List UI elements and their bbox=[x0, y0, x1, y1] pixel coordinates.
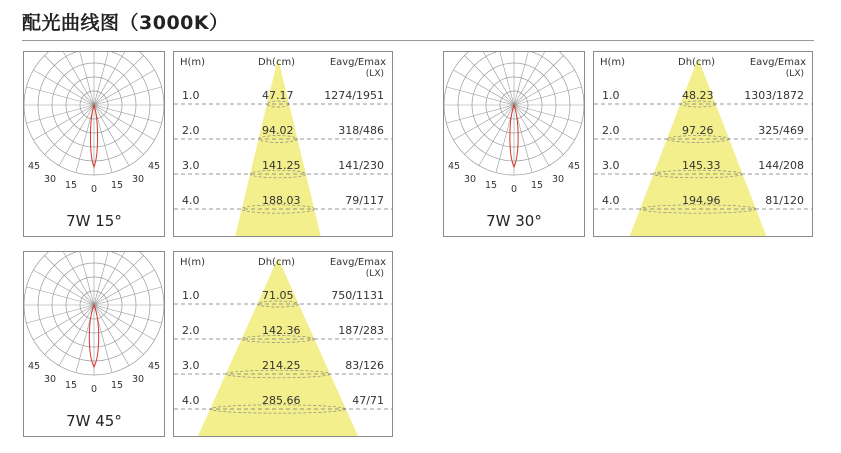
polar-tick-label: 15 bbox=[530, 180, 544, 191]
polar-tick-label: 45 bbox=[27, 361, 41, 372]
polar-tick-label: 45 bbox=[27, 161, 41, 172]
polar-spoke bbox=[94, 287, 162, 305]
row-illuminance: 81/120 bbox=[765, 194, 804, 207]
polar-tick-label: 30 bbox=[131, 374, 145, 385]
polar-spoke bbox=[94, 105, 155, 140]
row-illuminance: 1303/1872 bbox=[744, 89, 804, 102]
beam-table-45 bbox=[173, 251, 393, 437]
polar-spoke bbox=[26, 87, 94, 105]
row-diameter: 97.26 bbox=[682, 124, 714, 137]
polar-spoke bbox=[45, 105, 94, 154]
polar-tick-label: 15 bbox=[110, 380, 124, 391]
polar-tick-label: 30 bbox=[131, 174, 145, 185]
row-illuminance: 144/208 bbox=[758, 159, 804, 172]
row-illuminance: 187/283 bbox=[338, 324, 384, 337]
polar-spoke bbox=[26, 305, 94, 323]
row-illuminance: 141/230 bbox=[338, 159, 384, 172]
polar-spoke bbox=[45, 305, 94, 354]
polar-spoke bbox=[514, 87, 582, 105]
polar-spoke bbox=[94, 105, 112, 173]
row-height: 3.0 bbox=[182, 359, 200, 372]
row-diameter: 48.23 bbox=[682, 89, 714, 102]
header-unit: (LX) bbox=[365, 69, 384, 79]
polar-spoke bbox=[94, 305, 143, 354]
header-height: H(m) bbox=[600, 57, 626, 68]
row-height: 2.0 bbox=[602, 124, 620, 137]
row-height: 2.0 bbox=[182, 324, 200, 337]
page-title: 配光曲线图（3000K） bbox=[22, 12, 229, 34]
polar-spoke bbox=[45, 56, 94, 105]
polar-diagram-45 bbox=[23, 251, 165, 437]
polar-diagram-30 bbox=[443, 51, 585, 237]
polar-spoke bbox=[94, 87, 162, 105]
row-height: 3.0 bbox=[182, 159, 200, 172]
row-illuminance: 79/117 bbox=[345, 194, 384, 207]
header-diameter: Dh(cm) bbox=[258, 57, 296, 68]
header-unit: (LX) bbox=[785, 69, 804, 79]
polar-spoke bbox=[446, 87, 514, 105]
polar-spoke bbox=[94, 105, 129, 166]
header-height: H(m) bbox=[180, 57, 206, 68]
polar-spoke bbox=[94, 105, 143, 154]
panel-label-15: 7W 15° bbox=[66, 212, 122, 230]
polar-tick-label: 45 bbox=[447, 161, 461, 172]
header-illuminance: Eavg/Emax bbox=[329, 57, 386, 68]
polar-diagram-15 bbox=[23, 51, 165, 237]
polar-spoke bbox=[514, 56, 563, 105]
polar-tick-label: 30 bbox=[43, 174, 57, 185]
polar-tick-label: 0 bbox=[510, 184, 518, 195]
polar-spoke bbox=[59, 305, 94, 366]
header-illuminance: Eavg/Emax bbox=[329, 257, 386, 268]
polar-tick-label: 45 bbox=[567, 161, 581, 172]
polar-tick-label: 30 bbox=[551, 174, 565, 185]
polar-spoke bbox=[26, 105, 94, 123]
row-height: 1.0 bbox=[182, 289, 200, 302]
polar-spoke bbox=[45, 256, 94, 305]
polar-spoke bbox=[76, 105, 94, 173]
polar-tick-label: 45 bbox=[147, 361, 161, 372]
polar-spoke bbox=[514, 105, 582, 123]
row-illuminance: 47/71 bbox=[352, 394, 384, 407]
polar-tick-label: 30 bbox=[463, 174, 477, 185]
polar-spoke bbox=[465, 105, 514, 154]
header-unit: (LX) bbox=[365, 269, 384, 279]
row-illuminance: 325/469 bbox=[758, 124, 804, 137]
polar-spoke bbox=[33, 270, 94, 305]
row-diameter: 47.17 bbox=[262, 89, 294, 102]
row-height: 4.0 bbox=[602, 194, 620, 207]
row-diameter: 142.36 bbox=[262, 324, 301, 337]
polar-spoke bbox=[453, 105, 514, 140]
row-diameter: 145.33 bbox=[682, 159, 721, 172]
header-illuminance: Eavg/Emax bbox=[749, 57, 806, 68]
row-height: 2.0 bbox=[182, 124, 200, 137]
polar-spoke bbox=[33, 70, 94, 105]
polar-spoke bbox=[59, 105, 94, 166]
polar-spoke bbox=[94, 70, 155, 105]
polar-spoke bbox=[94, 305, 162, 323]
polar-spoke bbox=[33, 105, 94, 140]
row-height: 1.0 bbox=[182, 89, 200, 102]
header-height: H(m) bbox=[180, 257, 206, 268]
row-height: 1.0 bbox=[602, 89, 620, 102]
row-illuminance: 750/1131 bbox=[331, 289, 384, 302]
row-diameter: 71.05 bbox=[262, 289, 294, 302]
polar-spoke bbox=[514, 70, 575, 105]
beam-table-30 bbox=[593, 51, 813, 237]
row-illuminance: 1274/1951 bbox=[324, 89, 384, 102]
polar-spoke bbox=[33, 305, 94, 340]
polar-spoke bbox=[94, 305, 155, 340]
polar-spoke bbox=[453, 70, 514, 105]
polar-spoke bbox=[94, 105, 162, 123]
row-height: 4.0 bbox=[182, 394, 200, 407]
panel-label-30: 7W 30° bbox=[486, 212, 542, 230]
polar-spoke bbox=[94, 305, 129, 366]
polar-tick-label: 0 bbox=[90, 184, 98, 195]
beam-cone bbox=[198, 258, 358, 436]
row-diameter: 188.03 bbox=[262, 194, 301, 207]
row-diameter: 141.25 bbox=[262, 159, 301, 172]
polar-spoke bbox=[94, 270, 155, 305]
polar-tick-label: 45 bbox=[147, 161, 161, 172]
row-height: 3.0 bbox=[602, 159, 620, 172]
header-diameter: Dh(cm) bbox=[258, 257, 296, 268]
header-diameter: Dh(cm) bbox=[678, 57, 716, 68]
polar-tick-label: 0 bbox=[90, 384, 98, 395]
row-diameter: 194.96 bbox=[682, 194, 721, 207]
polar-spoke bbox=[446, 105, 514, 123]
polar-tick-label: 15 bbox=[64, 380, 78, 391]
row-diameter: 285.66 bbox=[262, 394, 301, 407]
title-divider bbox=[22, 40, 814, 41]
polar-spoke bbox=[514, 105, 575, 140]
row-diameter: 94.02 bbox=[262, 124, 294, 137]
polar-spoke bbox=[465, 56, 514, 105]
polar-spoke bbox=[26, 287, 94, 305]
polar-spoke bbox=[514, 105, 563, 154]
row-illuminance: 83/126 bbox=[345, 359, 384, 372]
row-height: 4.0 bbox=[182, 194, 200, 207]
polar-tick-label: 15 bbox=[484, 180, 498, 191]
polar-tick-label: 30 bbox=[43, 374, 57, 385]
polar-spoke bbox=[94, 256, 143, 305]
polar-spoke bbox=[94, 56, 143, 105]
polar-spoke bbox=[479, 105, 514, 166]
row-illuminance: 318/486 bbox=[338, 124, 384, 137]
polar-spoke bbox=[514, 105, 549, 166]
polar-tick-label: 15 bbox=[64, 180, 78, 191]
panel-label-45: 7W 45° bbox=[66, 412, 122, 430]
polar-tick-label: 15 bbox=[110, 180, 124, 191]
beam-table-15 bbox=[173, 51, 393, 237]
row-diameter: 214.25 bbox=[262, 359, 301, 372]
